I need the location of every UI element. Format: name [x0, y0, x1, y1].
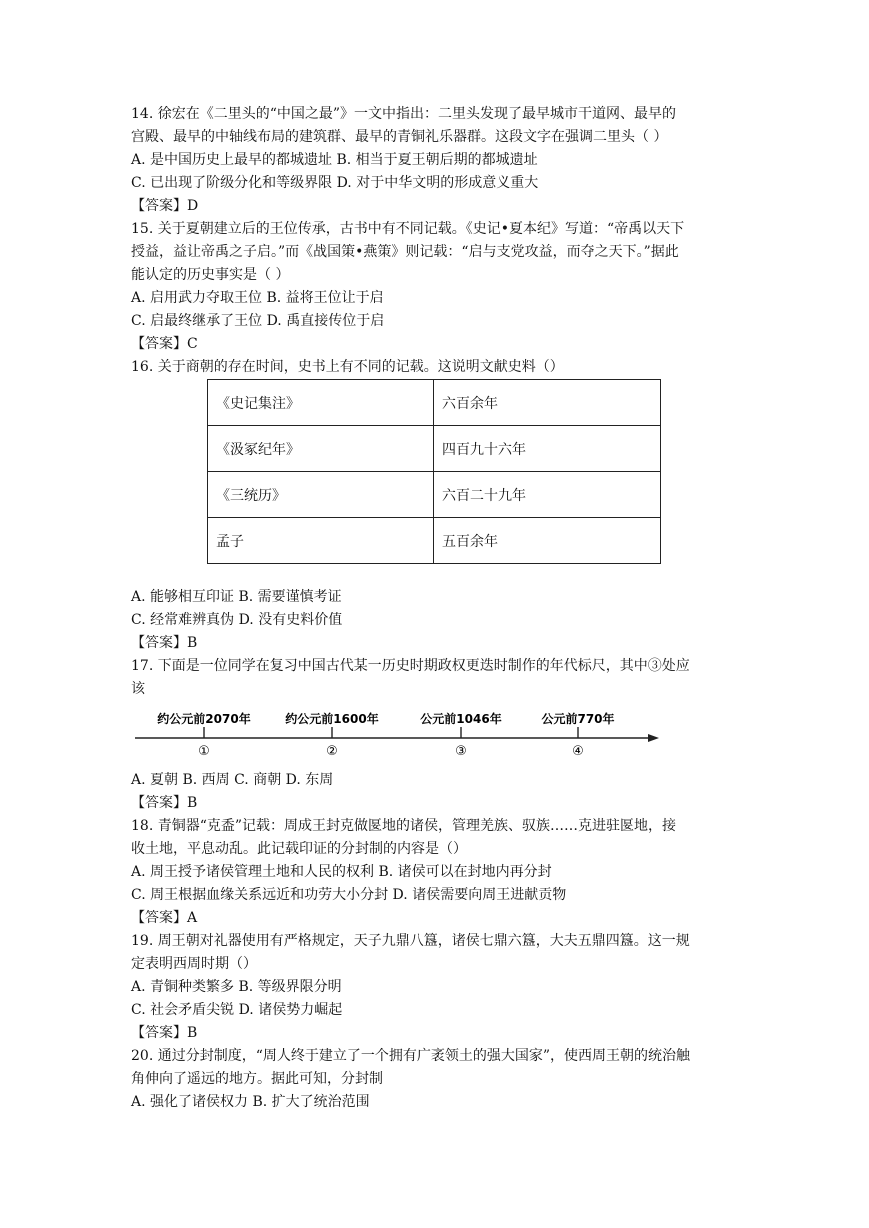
table-cell-duration: 四百九十六年: [434, 426, 661, 472]
table-row: [208, 380, 661, 426]
q15-stem-line1: 15. 关于夏朝建立后的王位传承，古书中有不同记载。《史记•夏本纪》写道：“帝禹以天下: [131, 221, 685, 237]
q14-options-ab: A. 是中国历史上最早的都城遗址 B. 相当于夏王朝后期的都城遗址: [131, 152, 538, 168]
year-timeline: [131, 708, 663, 768]
q20-options-ab: A. 强化了诸侯权力 B. 扩大了统治范围: [131, 1094, 370, 1110]
q17-stem-line2: 该: [131, 681, 145, 697]
q20-stem-line1: 20. 通过分封制度，“周人终于建立了一个拥有广袤领土的强大国家”，使西周王朝的统治触: [131, 1048, 691, 1064]
table-cell-source: 《史记集注》: [208, 380, 434, 426]
q15-stem-line3: 能认定的历史事实是（ ）: [131, 267, 290, 283]
table-row: [208, 472, 661, 518]
q18-options-cd: C. 周王根据血缘关系远近和功劳大小分封 D. 诸侯需要向周王进献贡物: [131, 887, 567, 903]
q19-stem-line2: 定表明西周时期（）: [131, 956, 257, 972]
q19-stem-line1: 19. 周王朝对礼器使用有严格规定，天子九鼎八簋，诸侯七鼎六簋，大夫五鼎四簋。这一规: [131, 933, 690, 949]
q18-stem-line2: 收土地，平息动乱。此记载印证的分封制的内容是（）: [131, 841, 467, 857]
q17-options: A. 夏朝 B. 西周 C. 商朝 D. 东周: [131, 772, 334, 788]
table-cell-duration: 六百二十九年: [434, 472, 661, 518]
timeline-label: 约公元前1600年: [285, 712, 379, 726]
q18-answer: 【答案】A: [131, 910, 198, 926]
q19-answer: 【答案】B: [131, 1025, 198, 1041]
q15-options-ab: A. 启用武力夺取王位 B. 益将王位让于启: [131, 290, 384, 306]
q20-stem-line2: 角伸向了遥远的地方。据此可知，分封制: [131, 1071, 383, 1087]
q18-stem-line1: 18. 青铜器“克盉”记载：周成王封克做匽地的诸侯，管理羌族、驭族……克进驻匽地，接: [131, 818, 677, 834]
q19-options-cd: C. 社会矛盾尖锐 D. 诸侯势力崛起: [131, 1002, 343, 1018]
q16-options-cd: C. 经常难辨真伪 D. 没有史料价值: [131, 612, 343, 628]
q17-answer: 【答案】B: [131, 795, 198, 811]
table-cell-source: 孟子: [208, 518, 434, 564]
timeline-label: 公元前770年: [541, 712, 615, 726]
table-cell-source: 《三统历》: [208, 472, 434, 518]
q15-stem-line2: 授益，益让帝禹之子启。”而《战国策•燕策》则记载：“启与支党攻益，而夺之天下。”据此: [131, 244, 679, 260]
timeline-marker: ③: [455, 744, 467, 759]
timeline-label: 公元前1046年: [420, 712, 502, 726]
shang-duration-table: [207, 379, 661, 564]
timeline-marker: ④: [572, 744, 584, 759]
q15-options-cd: C. 启最终继承了王位 D. 禹直接传位于启: [131, 313, 385, 329]
q16-stem: 16. 关于商朝的存在时间，史书上有不同的记载。这说明文献史料（）: [131, 359, 564, 375]
q14-stem-line2: 宫殿、最早的中轴线布局的建筑群、最早的青铜礼乐器群。这段文字在强调二里头（ ）: [131, 129, 668, 145]
q18-options-ab: A. 周王授予诸侯管理土地和人民的权利 B. 诸侯可以在封地内再分封: [131, 864, 552, 880]
table-row: [208, 518, 661, 564]
timeline-marker: ①: [198, 744, 210, 759]
q14-stem-line1: 14. 徐宏在《二里头的“中国之最”》一文中指出：二里头发现了最早城市干道网、最早的: [131, 106, 677, 122]
q15-answer: 【答案】C: [131, 336, 198, 352]
table-row: [208, 426, 661, 472]
q16-answer: 【答案】B: [131, 635, 198, 651]
table-cell-source: 《汲冢纪年》: [208, 426, 434, 472]
q19-options-ab: A. 青铜种类繁多 B. 等级界限分明: [131, 979, 342, 995]
timeline-label: 约公元前2070年: [157, 712, 251, 726]
q16-options-ab: A. 能够相互印证 B. 需要谨慎考证: [131, 589, 342, 605]
q17-stem-line1: 17. 下面是一位同学在复习中国古代某一历史时期政权更迭时制作的年代标尺，其中③处应: [131, 658, 690, 674]
timeline-marker: ②: [326, 744, 338, 759]
table-cell-duration: 五百余年: [434, 518, 661, 564]
table-cell-duration: 六百余年: [434, 380, 661, 426]
timeline-arrow: [648, 734, 659, 742]
q14-answer: 【答案】D: [131, 198, 199, 214]
q14-options-cd: C. 已出现了阶级分化和等级界限 D. 对于中华文明的形成意义重大: [131, 175, 539, 191]
